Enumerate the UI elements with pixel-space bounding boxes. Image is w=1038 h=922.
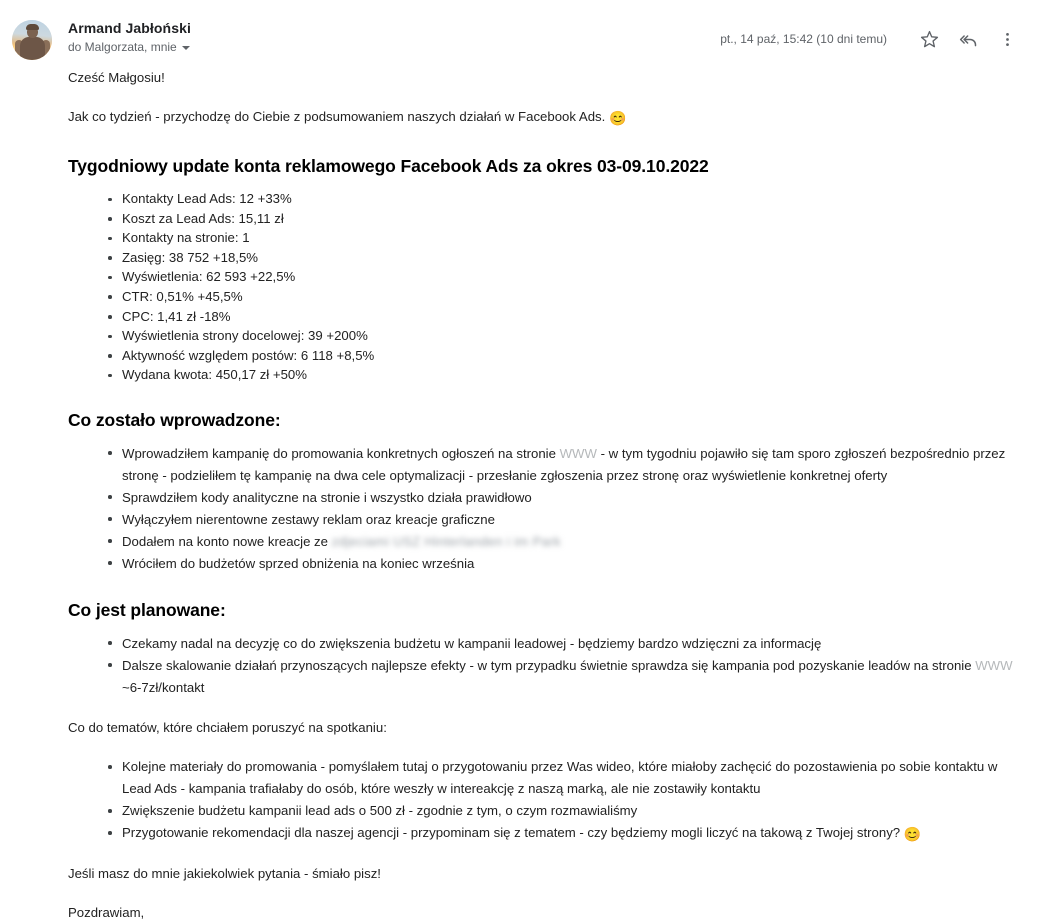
metrics-list <box>68 189 1018 385</box>
list-item: CTR: 0,51% +45,5% <box>122 287 1018 307</box>
closing-question-paragraph: Jeśli masz do mnie jakiekolwiek pytania - śmiało pisz! <box>68 866 381 882</box>
redacted-url: WWW <box>559 445 597 461</box>
item-text: Przygotowanie rekomendacji dla naszej agencji - przypominam się z tematem - czy będziemy mogli liczyć na takową z Twojej strony? <box>122 825 904 841</box>
item-text-prefix: Wróciłem do budżetów sprzed obniżenia na koniec września <box>122 555 475 571</box>
redacted-url: WWW <box>975 657 1013 673</box>
intro-paragraph <box>68 107 1018 129</box>
list-item <box>122 800 1018 822</box>
item-text-prefix: Dalsze skalowanie działań przynoszących najlepsze efekty - w tym przypadku świetnie sprawdza się kampania pod pozyskanie leadów na stronie <box>122 657 976 673</box>
star-icon <box>920 30 939 49</box>
avatar[interactable] <box>12 20 52 60</box>
list-item <box>122 822 1018 845</box>
list-item: Wyświetlenia: 62 593 +22,5% <box>122 267 1018 287</box>
list-item: Wydana kwota: 450,17 zł +50% <box>122 365 1018 385</box>
more-options-button[interactable] <box>990 22 1024 56</box>
spacer <box>68 845 1018 864</box>
avatar-hair <box>26 24 39 30</box>
list-item: Kontakty Lead Ads: 12 +33% <box>122 189 1018 209</box>
list-item: Aktywność względem postów: 6 118 +8,5% <box>122 346 1018 366</box>
smiley-emoji: 😊 <box>903 826 922 843</box>
message-body <box>0 68 1038 922</box>
item-text-suffix: ~6-7zł/kontakt <box>122 679 205 695</box>
planned-list <box>68 633 1018 699</box>
list-item <box>122 487 1018 509</box>
meeting-topics-list <box>68 756 1018 845</box>
list-item: CPC: 1,41 zł -18% <box>122 307 1018 327</box>
spacer <box>68 699 1018 718</box>
list-item <box>122 655 1018 699</box>
signoff-paragraph: Pozdrawiam, <box>68 904 145 920</box>
meeting-intro-paragraph: Co do tematów, które chciałem poruszyć na spotkaniu: <box>68 719 387 735</box>
list-item <box>122 509 1018 531</box>
smiley-emoji: 😊 <box>608 109 627 126</box>
message-date: pt., 14 paź, 15:42 (10 dni temu) <box>720 32 887 46</box>
item-text-prefix: Czekamy nadal na decyzję co do zwiększenia budżetu w kampanii leadowej - będziemy bardzo wdzięczni za informację <box>122 635 822 651</box>
chevron-down-icon <box>182 46 190 50</box>
recipients-toggle[interactable] <box>68 39 191 55</box>
planned-title: Co jest planowane: <box>68 599 226 620</box>
message-header <box>0 0 1038 68</box>
header-actions <box>720 22 1024 56</box>
spacer <box>68 737 1018 756</box>
more-vertical-icon <box>998 30 1017 49</box>
item-text-prefix: Wprowadziłem kampanię do promowania konkretnych ogłoszeń na stronie <box>122 445 560 461</box>
item-text-prefix: Sprawdziłem kody analityczne na stronie i wszystko działa prawidłowo <box>122 489 532 505</box>
item-text: Kolejne materiały do promowania - pomyślałem tutaj o przygotowaniu przez Was wideo, które miałoby zachęcić do pozostawienia po sobie kontaktu w Lead Ads - kampania trafiałaby do osób, które weszły w intereakcję z naszą marką, ale nie zostawiły kontaktu <box>122 759 998 797</box>
item-text: Zwiększenie budżetu kampanii lead ads o 500 zł - zgodnie z tym, o czym rozmawialiśmy <box>122 803 638 819</box>
intro-text: Jak co tydzień - przychodzę do Ciebie z podsumowaniem naszych działań w Facebook Ads. <box>68 108 606 124</box>
reply-all-icon <box>958 29 979 50</box>
recipients-label: do Malgorzata, mnie <box>68 40 177 54</box>
list-item: Koszt za Lead Ads: 15,11 zł <box>122 209 1018 229</box>
list-item <box>122 443 1018 487</box>
implemented-list <box>68 443 1018 575</box>
item-text-suffix: - w tym tygodniu pojawiło się tam sporo zgłoszeń bezpośrednio przez stronę - podzieliłem tę kampanię na dwa cele optymalizacji - przesłanie zgłoszenia przez stronę oraz wyświetlenie konkretnej oferty <box>122 445 1006 483</box>
list-item <box>122 633 1018 655</box>
item-text-prefix: Dodałem na konto nowe kreacje ze <box>122 533 332 549</box>
report-title: Tygodniowy update konta reklamowego Facebook Ads za okres 03-09.10.2022 <box>68 156 709 176</box>
item-text-prefix: Wyłączyłem nierentowne zestawy reklam oraz kreacje graficzne <box>122 511 495 527</box>
avatar-torso <box>20 37 45 60</box>
list-item: Kontakty na stronie: 1 <box>122 228 1018 248</box>
implemented-title: Co zostało wprowadzone: <box>68 409 281 430</box>
blurred-redaction: zdjeciami USZ Hinterlanden i im Park <box>331 533 561 549</box>
star-button[interactable] <box>912 22 946 56</box>
list-item <box>122 756 1018 800</box>
list-item <box>122 553 1018 575</box>
list-item: Wyświetlenia strony docelowej: 39 +200% <box>122 326 1018 346</box>
reply-all-button[interactable] <box>951 22 985 56</box>
greeting-paragraph: Cześć Małgosiu! <box>68 70 165 85</box>
sender-name: Armand Jabłoński <box>68 20 191 36</box>
sender-block <box>68 18 191 55</box>
list-item: Zasięg: 38 752 +18,5% <box>122 248 1018 268</box>
list-item <box>122 531 1018 553</box>
